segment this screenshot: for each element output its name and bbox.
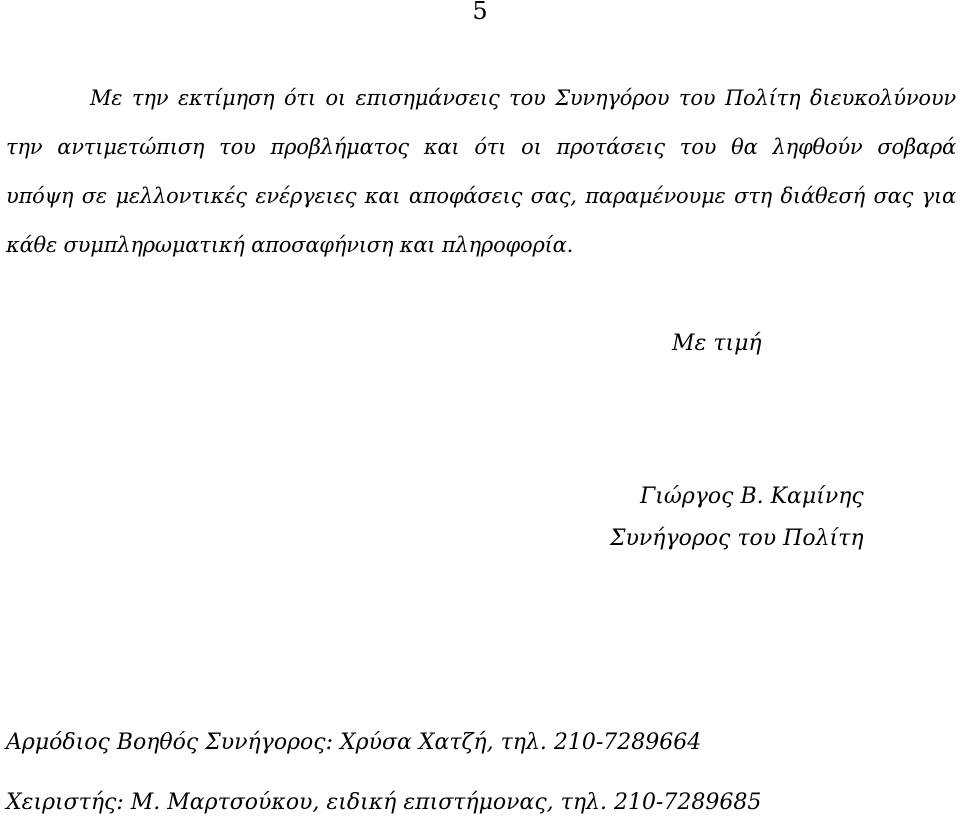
contact-line-handler: Χειριστής: Μ. Μαρτσούκου, ειδική επιστήμονας, τηλ. 210-7289685	[6, 790, 762, 815]
body-paragraph	[6, 74, 956, 270]
contact-block	[6, 722, 761, 824]
signature-block	[610, 476, 864, 560]
signatory-title: Συνήγορος του Πολίτη	[610, 526, 864, 551]
contact-spacer	[6, 764, 761, 782]
paragraph-line: κάθε συμπληρωματική αποσαφήνιση και πληροφορία.	[6, 233, 574, 257]
paragraph-line: υπόψη σε μελλοντικές ενέργειες και αποφάσεις σας, παραμένουμε στη διάθεσή σας για	[6, 184, 956, 208]
closing-salutation: Με τιμή	[672, 331, 762, 356]
paragraph-line: την αντιμετώπιση του προβλήματος και ότι οι προτάσεις του θα ληφθούν σοβαρά	[6, 135, 956, 159]
paragraph-line: Με την εκτίμηση ότι οι επισημάνσεις του Συνηγόρου του Πολίτη διευκολύνουν	[90, 86, 956, 110]
page-number: 5	[472, 0, 488, 25]
signatory-name: Γιώργος Β. Καμίνης	[640, 484, 864, 509]
contact-line-deputy: Αρμόδιος Βοηθός Συνήγορος: Χρύσα Χατζή, τηλ. 210-7289664	[6, 730, 702, 755]
